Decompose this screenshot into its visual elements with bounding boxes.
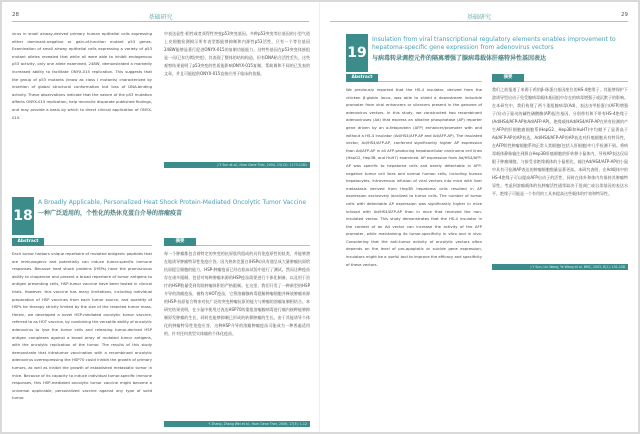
abstract-label: Abstract bbox=[346, 74, 378, 82]
abstract-en: Each tumor harbors unique repertoire of mutated antigenic peptides that are immunogenic and potentially can induce tumor-specific immune responses. Because heat shock proteins (HSPs) have the promiscuous ability to chaperone and present a broad repertoire of tumor antigens to antigen presenting cells, HSP-tumor vaccine have been tested in clinical trials. However, this vaccine has many limitations, including individual preparation of HSP vaccines from each tumor source, and quantity of HSPs for therapy strictly limited by the size of the resected tumor mass. Herein, we developed a novel HSP-mediated oncolytic tumor vaccine, referred to as HOT vaccine, by combining the versatile ability of oncolytic adenovirus to lyse the tumor cells and releasing tumor-derived HSP antigen complexes against a broad array of mutated tumor antigens, with the oncolytic replication of the tumor. The results of this study demonstrate that intratumor vaccination with a recombinant oncolytic adenovirus overexpressing the HSP70 could inhibit the growth of primary tumors, as well as inhibit the growth of established metastatic tumor in mice. Because of its capacity to induce individual tumor-specific immune responses, this HSP-mediated oncolytic tumor vaccine might become a universal applicable, personalized vaccine against any type of solid tumor. bbox=[12, 251, 152, 401]
article-title-block bbox=[372, 36, 628, 63]
article-citation: Y Zhang, Zhang Wei et al., Hum Gene Ther, 2006, 17(3): 1-12 bbox=[164, 421, 310, 427]
summary-label: 摘要 bbox=[164, 238, 196, 246]
article-number-badge: 19 bbox=[346, 34, 368, 72]
article-title-cn: 一种广泛适用的，个性化的热休克蛋白介导的溶瘤疫苗 bbox=[38, 210, 183, 217]
page-header bbox=[320, 12, 638, 24]
summary-label: 摘要 bbox=[492, 74, 524, 82]
article-citation: J Y Sun, Lin Wang, Ye Wang et al. BMC, 2003, 8(1): 101-108 bbox=[492, 264, 628, 270]
header-rule bbox=[12, 21, 309, 22]
section-title: 基础研究 bbox=[148, 14, 173, 21]
page-number: 29 bbox=[621, 12, 628, 18]
abstract-cn: 每一个肿瘤都包含着特定的突变的抗原肽所组成的具有免疫原性的肽类，并能够潜在地诱导肿瘤特异性免疫应答。因为热休克蛋白(HSPs)具有递呈成大量肿瘤抗原给抗原提呈细胞的能力，HSP-肿瘤疫苗已经在临床试验中进行了测试。然而这种疫苗存在诸多限制，包括对每种肿瘤来源的HSP疫苗需要进行个体化制备，以及用于治疗的HSP数量受到切除肿瘤体积的严格限制。在这里，我们开发了一种新型的HSP介导的溶瘤疫苗，被称为HOT疫苗，它将溶瘤腺病毒裂解肿瘤细胞并释放肿瘤来源的HSP-抗原复合物来对抗广泛的突变肿瘤抗原的能力与肿瘤的溶瘤复制相结合。本研究结果表明，在小鼠中使用过表达HSP70的重组溶瘤腺病毒进行瘤内接种能够抑制原发肿瘤的生长，同时也能够抑制已形成的转移肿瘤的生长。由于其能诱导个体化的肿瘤特异性免疫应答，这种HSP介导的溶瘤肿瘤疫苗可能成为一种普遍适用的、针对任何类型实体瘤的个体化疫苗。 bbox=[164, 251, 310, 336]
left-page bbox=[2, 2, 320, 432]
article-title-block bbox=[38, 199, 310, 218]
page-number: 28 bbox=[12, 12, 19, 18]
abstract-en: We previously reported that the HS-4 insulator, derived from the chicken β-globin locus, was able to shield a downstream inducible promoter from viral enhancers or silencers present in the genome of adenovirus vectors. In this study, we constructed two recombinant adenoviruses (Ad) that express an alkaline phosphatase (AP) reporter gene driven by an α-fetoprotein (AFP) enhancer/promoter with and without a HS-4 insulator (Ad/HS4/AFP-AP and Ad/AFP-AP). The insulated vector, Ad/HS4/AFP-AP, conferred significantly higher AP expression than Ad/AFP-AP in all AFP-producing hepatocellular carcinoma cell lines (HepG2, Hep3B, and HuH7) examined. AP expression from Ad/HS4/AFP-AP was specific to hepatoma cells and barely detectable in AFP-negative tumor cell lines and normal human cells, including human hepatocytes. Intravenous infusion of viral vectors into mice with liver metastasis derived from Hep3B hepatoma cells resulted in AP expression exclusively localized to tumor cells. The number of tumor cells with detectable AP expression was significantly higher in mice infused with Ad/HS4/AFP-AP than in mice that received the non-insulated vector. This study demonstrates that the HS-4 insulator in the context of an Ad vector can increase the activity of the AFP promoter, while maintaining its tumor-specificity in vitro and in vivo. Considering that the anti-tumor activity of oncolytic vectors often depends on the level of pro-apoptotic or suicide gene expression, insulators might be a useful tool to improve the efficacy and specificity of these vectors. bbox=[346, 87, 482, 267]
page-header bbox=[2, 12, 319, 24]
article-title-en: Insulation from viral transcriptional regulatory elements enables improvement to hepatoma-specific gene expression from adenovirus vectors bbox=[372, 36, 616, 51]
article-number-badge: 18 bbox=[12, 197, 34, 235]
article-title-cn: 与病毒转录调控元件的隔离增强了腺病毒载体肝癌特异性基因表达 bbox=[372, 55, 547, 62]
previous-citation: J Y Sun et al., Hum Gene Ther, 2004, 15(12): 1173-1181 bbox=[164, 162, 310, 168]
article-title-en: A Broadly Applicable, Personalized Heat Shock Protein-Mediated Oncolytic Tumor Vaccine bbox=[38, 199, 307, 206]
previous-abstract-en: virus in small airway-derived primary human epithelial cells expressing either dominant-negative or gain-of-function mutant p53 genes. Examination of small airway epithelial cells expressing a variety of p53 mutant alleles revealed that while all were able to inhibit endogenous p53 activity, only one allele examined, 248W, demonstrated a markedly increased ability to facilitate ONYX-015 replication. This suggests that the group of p53 mutants (know as class I mutants) characterized by insertion of global structural conformation but loss of DNA-binding activity. These observations indicate that the nature of the p53 mutation affects ONYX-015 replication, help reconcile disparate published findings, and may provide a basis by which to direct clinical application of ONYX-015. bbox=[12, 31, 152, 120]
book-spread bbox=[2, 2, 638, 432]
section-title: 基础研究 bbox=[466, 14, 491, 21]
abstract-label: Abstract bbox=[12, 238, 44, 246]
previous-abstract-cn: 中表达显性-阴性或者获得性突变p53突变基因。多种p53突变等位基因的小型气道上皮细胞检测揭示所有表型都能够抑制和内源性p53活性，只有一个等位基因248W能够显著行促进ONYX-015的复制功能能力。这特些基因在p53突变体族组是一员(已知为I级突变)，其表现了整体的结构构造，但有DNA粘合活性丢失。这些观察结果说明了p53突变的性质能影响ONYX-015复制，帮助调和不同的已发表的文章，并且可能提供ONYX-015直接应用于临床的依据。 bbox=[164, 31, 310, 76]
abstract-cn: 我们之前报道了来源于鸡的β-珠蛋白基因座位的HS-4绝缘子，其能够保护下游诱导型启动子免受腺病毒载体基因组中存在的病毒增强子或沉默子的影响。在本研究中，我们构建了两个重组腺病毒(Ad)，表达由甲胎蛋白(AFP)增强子/启动子驱动的碱性磷酸酶(AP)报告基因，分别带有和不带有HS-4绝缘子(Ad/HS4/AFP-AP和Ad/AFP-AP)。绝缘载体Ad/HS4/AFP-AP在所有检测的产生AFP的肝细胞癌细胞系(HepG2、Hep3B和HuH7)中均赋予了显著高于Ad/AFP-AP的AP表达。Ad/HS4/AFP-AP的AP表达对肝癌细胞具有特异性，在AFP阴性肿瘤细胞系和正常人类细胞(包括人肝细胞)中几乎检测不到。将病毒载体静脉输注到源自Hep3B肝癌细胞的肝转移小鼠体内，导致AP表达仅局限于肿瘤细胞。与接受非绝缘载体的小鼠相比，输注Ad/HS4/AFP-AP的小鼠中具有可检测AP表达的肿瘤细胞数量显著更高。本研究表明，在Ad载体中的HS-4绝缘子可以提高AFP启动子的活性，同时在体外和体内均保持其肿瘤特异性。考虑到溶瘤载体的抗肿瘤活性通常取决于促凋亡或自杀基因的表达水平，绝缘子可能是一个有用的工具来提高这些载体的疗效和特异性。 bbox=[492, 87, 628, 196]
right-page bbox=[320, 2, 638, 432]
header-rule bbox=[330, 21, 628, 22]
